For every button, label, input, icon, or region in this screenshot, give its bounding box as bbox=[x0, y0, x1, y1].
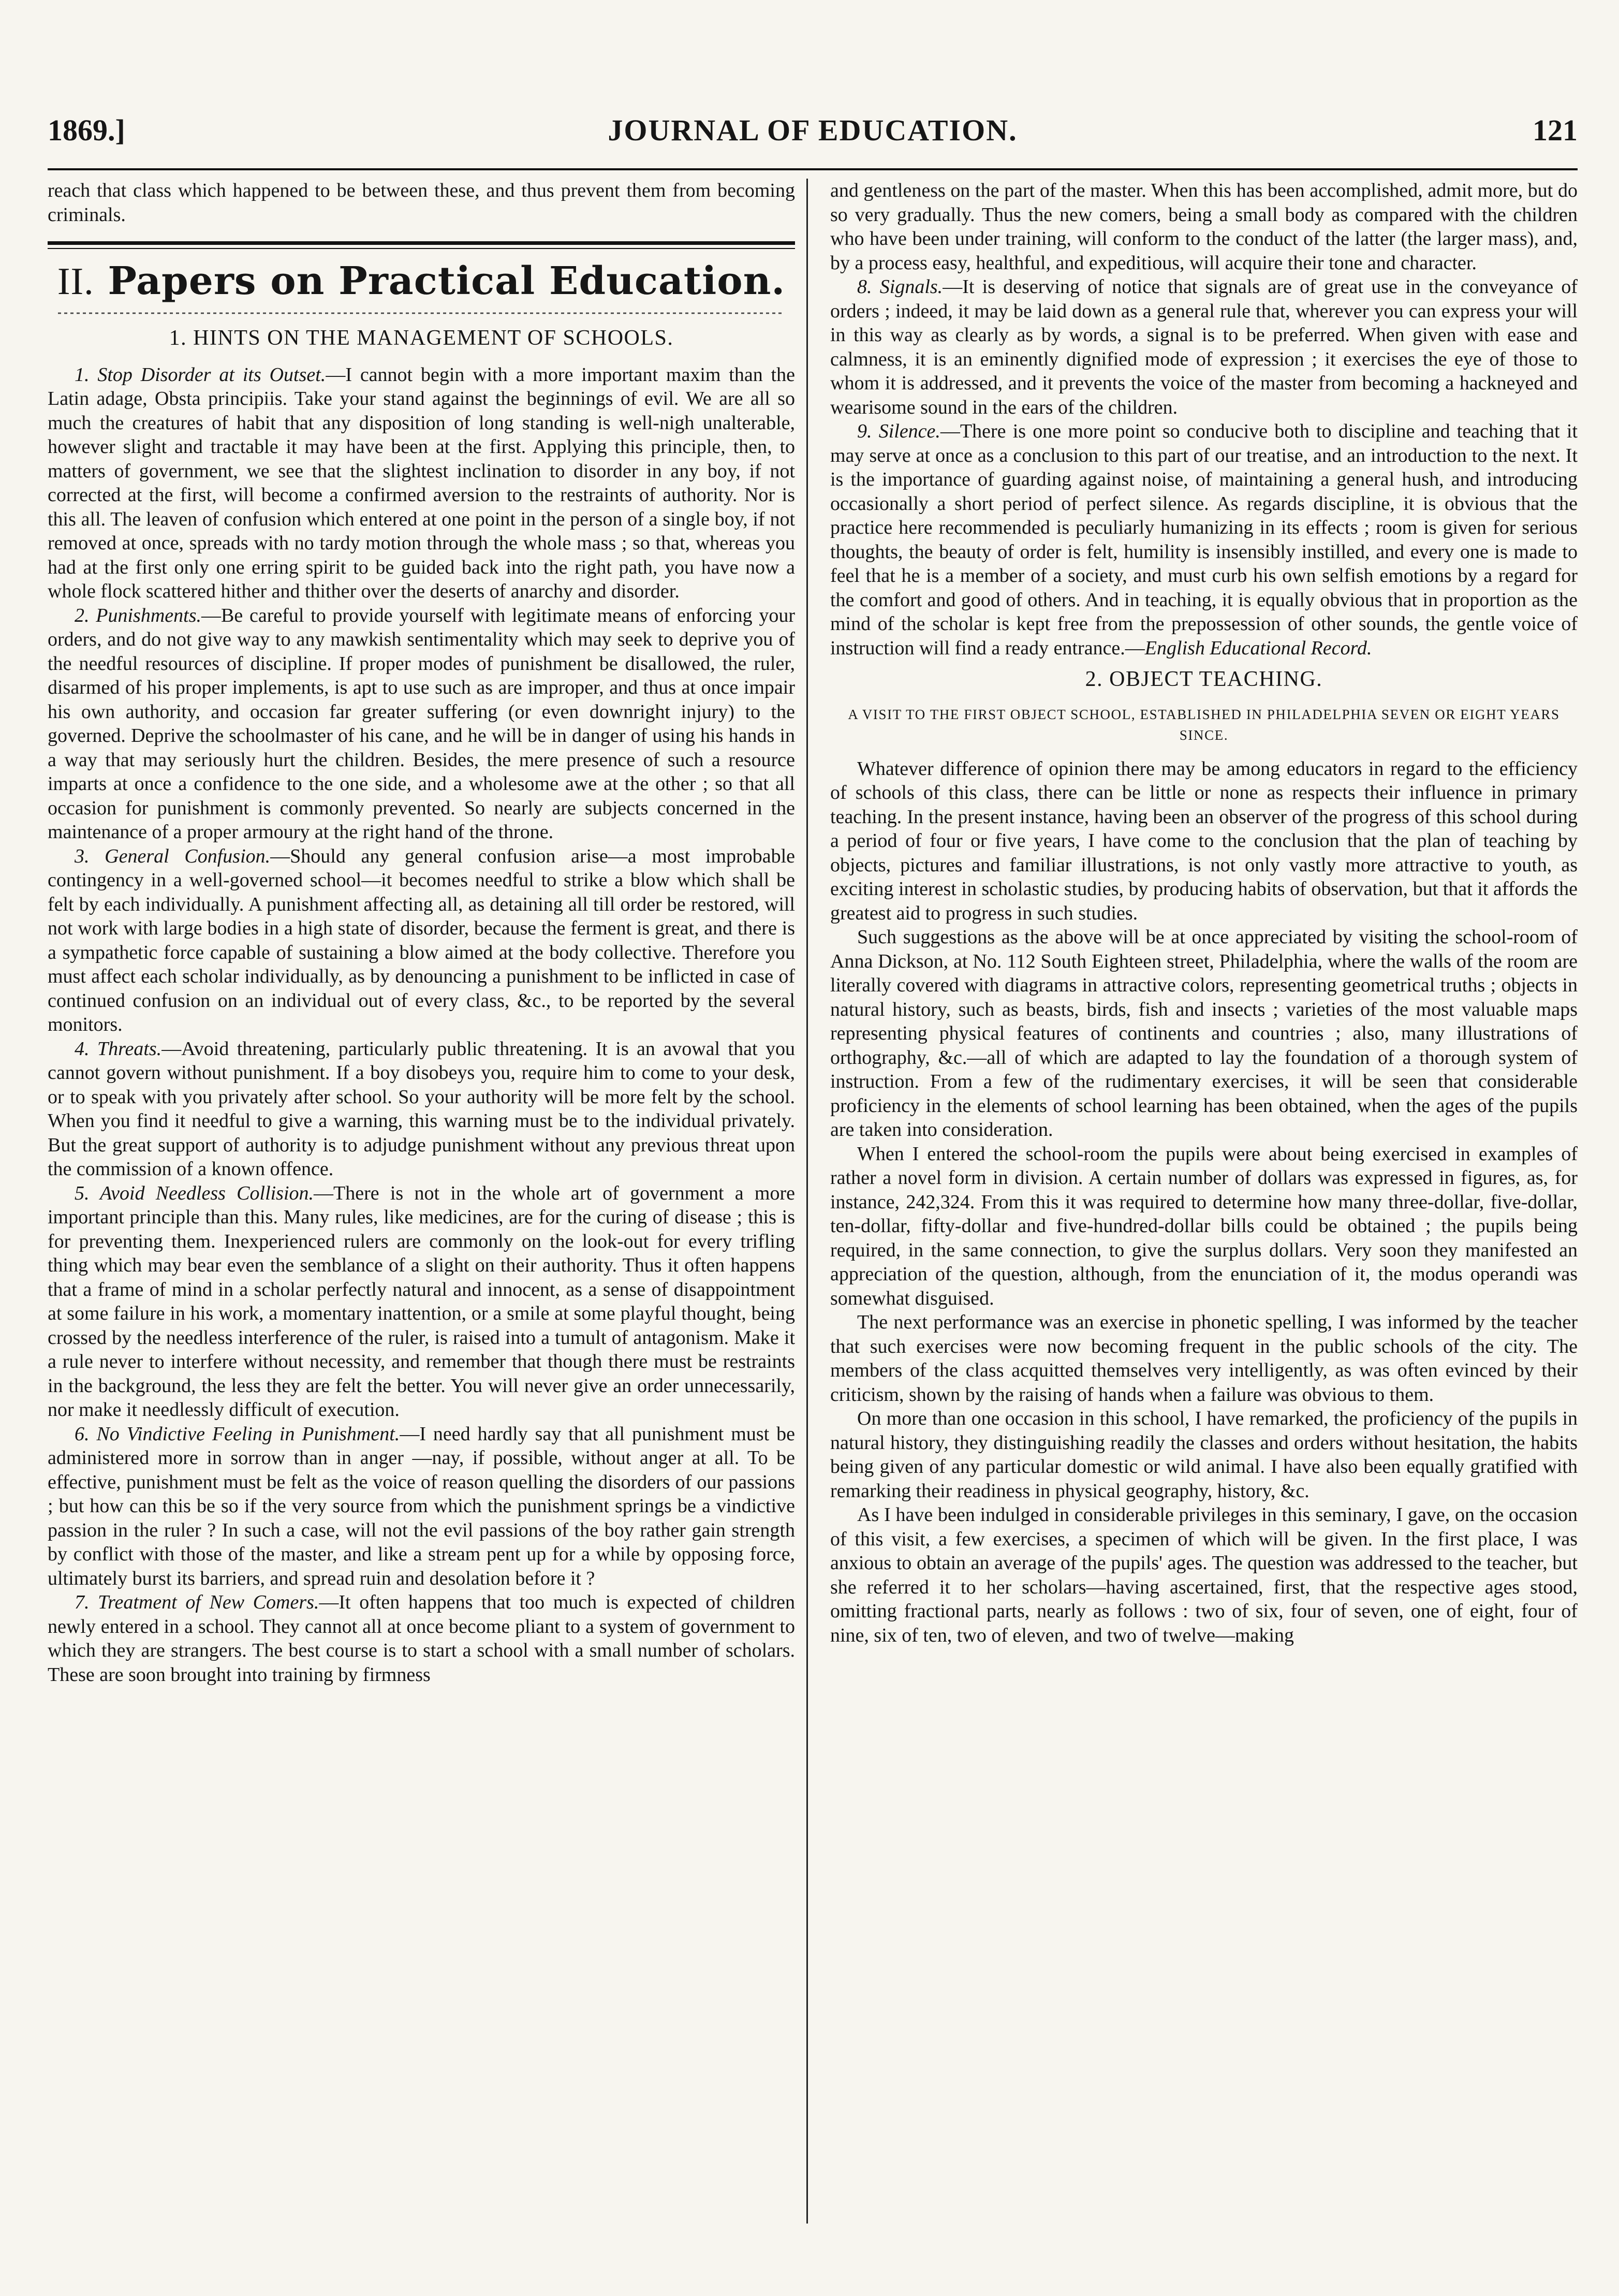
object-teaching-paragraph-1: Whatever difference of opinion there may be among educators in regard to the efficiency of schools of this class, there can be little or none as respects their influence in primary teaching. In the present instance, having been an observer of the progress of this school during a period of four or five years, I have come to the conclusion that the plan of teaching by objects, pictures and familiar illustrations, is not only vastly more attractive to youth, as exciting interest in scholastic studies, by producing habits of observation, but that it affords the greatest aid to progress in such studies. bbox=[830, 757, 1578, 924]
section-heading bbox=[48, 256, 795, 306]
paragraph-text: —It often happens that too much is expected of children newly entered in a school. They cannot all at once become pliant to a system of government to which they are strangers. The best course is to start a school with a small number of scholars. These are soon brought into training by firmness bbox=[48, 1591, 795, 1686]
paragraph-label: 5. Avoid Needless Collision. bbox=[75, 1182, 314, 1204]
ornamental-rule bbox=[58, 310, 785, 317]
paragraph-label: 8. Signals. bbox=[857, 276, 943, 298]
paragraph-label: 9. Silence. bbox=[857, 420, 940, 442]
paragraph-text: —It is deserving of notice that signals are of great use in the conveyance of orders ; indeed, it may be laid down as a general rule that, wherever you can express your will in this way as clearly as by words, a signal is to be preferred. When given with ease and calmness, it is an eminently dignified mode of expression ; it exercises the eye of those to whom it is addressed, and it prevents the voice of the master from becoming a hackneyed and wearisome sound in the ears of the children. bbox=[830, 276, 1578, 418]
right-column bbox=[830, 179, 1578, 2224]
paragraph-9 bbox=[830, 419, 1578, 660]
object-teaching-paragraph-4: The next performance was an exercise in phonetic spelling, I was informed by the teacher that such exercises were now becoming frequent in the public schools of the city. The members of the class acquitted themselves very intelligently, as was often evinced by their criticism, shown by the raising of hands when a failure was obvious to them. bbox=[830, 1311, 1578, 1406]
paragraph-text: —There is not in the whole art of government a more important principle than this. Many rules, like medicines, are for the curing of disease ; this is for preventing them. Inexperienced rulers are commonly on the look-out for every trifling thing which may bear even the semblance of a slight on their authority. Thus it often happens that a frame of mind in a scholar perfectly natural and innocent, as a sense of disappointment at some failure in his work, a momentary inattention, or a smile at some playful thought, being crossed by the needless interference of the ruler, is raised into a tumult of antagonism. Make it a rule never to interfere without necessity, and remember that though there must be restraints in the background, the less they are felt the better. You will never give an order unnecessarily, nor make it needlessly difficult of execution. bbox=[48, 1182, 795, 1421]
paragraph-label: 1. Stop Disorder at its Outset. bbox=[75, 363, 326, 386]
left-column bbox=[48, 179, 795, 2224]
paragraph-8 bbox=[830, 275, 1578, 419]
paragraph-7 bbox=[48, 1590, 795, 1687]
paragraph-label: 3. General Confusion. bbox=[75, 845, 271, 867]
paragraph-2 bbox=[48, 604, 795, 844]
header-rule bbox=[48, 168, 1578, 170]
paragraph-label: 2. Punishments. bbox=[75, 604, 201, 626]
paragraph-text: —I need hardly say that all punishment must be administered more in sorrow than in anger —nay, if possible, without anger at all. To be effective, punishment must be felt as the voice of reason quelling the disorders of our passions ; but how can this be so if the very source from which the punishment springs be a vindictive passion in the ruler ? In such a case, will not the evil passions of the boy rather gain strength by conflict with those of the master, and like a stream pent up for a while by opposing force, ultimately burst its barriers, and spread ruin and desolation before it ? bbox=[48, 1423, 796, 1589]
header-year: 1869.] bbox=[48, 113, 125, 147]
object-teaching-paragraph-2: Such suggestions as the above will be at once appreciated by visiting the school-room of Anna Dickson, at No. 112 South Eighteen street, Philadelphia, where the walls of the room are literally covered with diagrams in attractive colors, representing geometrical truths ; objects in natural history, such as beasts, birds, fish and insects ; varieties of the most valuable maps representing physical features of continents and countries ; also, many illustrations of orthography, &c.—all of which are adapted to lay the foundation of a thorough system of instruction. From a few of the rudimentary exercises, it will be seen that considerable proficiency in the elements of school learning has been obtained, when the ages of the pupils are taken into consideration. bbox=[830, 926, 1578, 1140]
section-heading-text: Papers on Practical Education. bbox=[108, 259, 786, 303]
paragraph-text: —Be careful to provide yourself with legitimate means of enforcing your orders, and do not give way to any mawkish sentimentality which may seek to deprive you of the needful resources of discipline. If proper modes of punishment be disallowed, the ruler, disarmed of his proper implements, is apt to use such as are improper, and thus at once impair his own authority, and occasion far greater suffering (or even downright injury) to the governed. Deprive the schoolmaster of his cane, and he will be in danger of using his hands in a way that may seriously hurt the children. Besides, the mere presence of such a resource imparts at once a confidence to the one side, and a wholesome awe at the other ; so that all occasion for punishment is commonly prevented. So nearly are subjects concerned in the maintenance of a proper armoury at the right hand of the throne. bbox=[48, 604, 795, 843]
paragraph-label: 6. No Vindictive Feeling in Punishment. bbox=[75, 1423, 400, 1445]
section-rule bbox=[48, 241, 795, 245]
paragraph-text: —I cannot begin with a more important maxim than the Latin adage, Obsta principiis. Take your stand against the beginnings of evil. We are all so much the creatures of habit that any disposition of long standing is well-nigh unalterable, however slight and tractable it may have been at the first. Applying this principle, then, to matters of government, we see that the slightest inclination to disorder in any boy, if not corrected at the first, will become a confirmed aversion to the restraints of authority. Nor is this all. The leaven of confusion which entered at one point in the person of a single boy, if not removed at once, spreads with no tardy motion through the whole mass ; so that, whereas you had at the first only one erring spirit to be guided back into the right path, you have now a whole flock scattered hither and thither over the deserts of anarchy and disorder. bbox=[48, 363, 795, 602]
continued-paragraph: and gentleness on the part of the master. When this has been accomplished, admit more, but do so very gradually. Thus the new comers, being a small body as compared with the children who have been under training, will conform to the conduct of the latter (the larger mass), and, by a process easy, healthful, and expeditious, will acquire their tone and character. bbox=[830, 180, 1578, 274]
paragraph-6 bbox=[48, 1422, 795, 1591]
paragraph-text: —Avoid threatening, particularly public threatening. It is an avowal that you cannot govern without punishment. If a boy disobeys you, require him to come to your desk, or to speak with you privately after school. So your authority will be more felt by the school. When you find it needful to give a warning, this warning must be to the individual privately. But the great support of authority is to adjudge punishment without any previous threat upon the commission of a known offence. bbox=[48, 1037, 795, 1180]
continued-paragraph: reach that class which happened to be between these, and thus prevent them from becoming criminals. bbox=[48, 180, 795, 226]
section-roman-numeral: II. bbox=[57, 260, 94, 303]
paragraph-text: —There is one more point so conducive both to discipline and teaching that it may serve at once as a conclusion to this part of our treatise, and an introduction to the next. It is the importance of guarding against noise, of maintaining a general hush, and introducing occasionally a short period of perfect silence. As regards discipline, it is obvious that the practice here recommended is peculiarly humanizing in its effects ; room is given for serious thoughts, the beauty of order is felt, humility is insensibly instilled, and every one is made to feel that he is a member of a society, and must curb his own selfish emotions by a regard for the comfort and good of others. And in teaching, it is equally obvious that in proportion as the mind of the scholar is kept free from the prepossession of other sounds, the gentle voice of instruction will find a ready entrance.— bbox=[830, 420, 1578, 659]
paragraph-5 bbox=[48, 1181, 795, 1422]
object-teaching-paragraph-3: When I entered the school-room the pupils were about being exercised in examples of rather a novel form in division. A certain number of dollars was expressed in figures, as, for instance, 242,324. From this it was required to determine how many three-dollar, five-dollar, ten-dollar, fifty-dollar and five-hundred-dollar bills could be obtained ; the pupils being required, in the same connection, to give the surplus dollars. Very soon they manifested an appreciation of the question, although, from the enunciation of it, the modus operandi was somewhat disguised. bbox=[830, 1143, 1578, 1309]
column-divider bbox=[806, 179, 808, 2224]
paragraph-1 bbox=[48, 363, 795, 604]
article-title-2: 2. OBJECT TEACHING. bbox=[1085, 667, 1323, 691]
paragraph-3 bbox=[48, 844, 795, 1037]
source-citation: English Educational Record. bbox=[1144, 637, 1372, 659]
paragraph-4 bbox=[48, 1037, 795, 1181]
paragraph-label: 7. Treatment of New Comers. bbox=[75, 1591, 319, 1613]
running-head bbox=[48, 113, 1578, 154]
text-columns bbox=[48, 179, 1578, 2224]
article-title: 1. HINTS ON THE MANAGEMENT OF SCHOOLS. bbox=[169, 326, 674, 350]
header-page-number: 121 bbox=[1533, 113, 1578, 147]
header-journal-title: JOURNAL OF EDUCATION. bbox=[608, 113, 1018, 147]
object-teaching-paragraph-6: As I have been indulged in considerable privileges in this seminary, I gave, on the occasion of this visit, a few exercises, a specimen of which will be given. In the first place, I was anxious to obtain an average of the pupils' ages. The question was addressed to the teacher, but she referred it to her scholars—having ascertained, first, that the respective ages stood, omitting fractional parts, nearly as follows : two of six, four of seven, one of eight, four of nine, six of ten, two of eleven, and two of twelve—making bbox=[830, 1504, 1578, 1646]
paragraph-text: —Should any general confusion arise—a most improbable contingency in a well-governed school—it becomes needful to strike a blow which shall be felt by each individually. A punishment affecting all, as detaining all till order be restored, will not work with large bodies in a high state of disorder, because the ferment is great, and there is a sympathetic force capable of sustaining a blow aimed at the body collective. Therefore you must affect each scholar individually, as by denouncing a punishment to be inflicted in case of continued confusion on an individual out of every class, &c., to be reported by the several monitors. bbox=[48, 845, 795, 1035]
section-rule-thin bbox=[48, 248, 795, 249]
paragraph-label: 4. Threats. bbox=[75, 1037, 162, 1060]
object-teaching-paragraph-5: On more than one occasion in this school, I have remarked, the proficiency of the pupils in natural history, they distinguishing readily the classes and orders without hesitation, the habits being given of any particular domestic or wild animal. I have also been equally gratified with remarking their readiness in physical geography, history, &c. bbox=[830, 1408, 1578, 1502]
article-subtitle: A VISIT TO THE FIRST OBJECT SCHOOL, ESTABLISHED IN PHILADELPHIA SEVEN OR EIGHT YEARS SINCE. bbox=[848, 706, 1560, 743]
